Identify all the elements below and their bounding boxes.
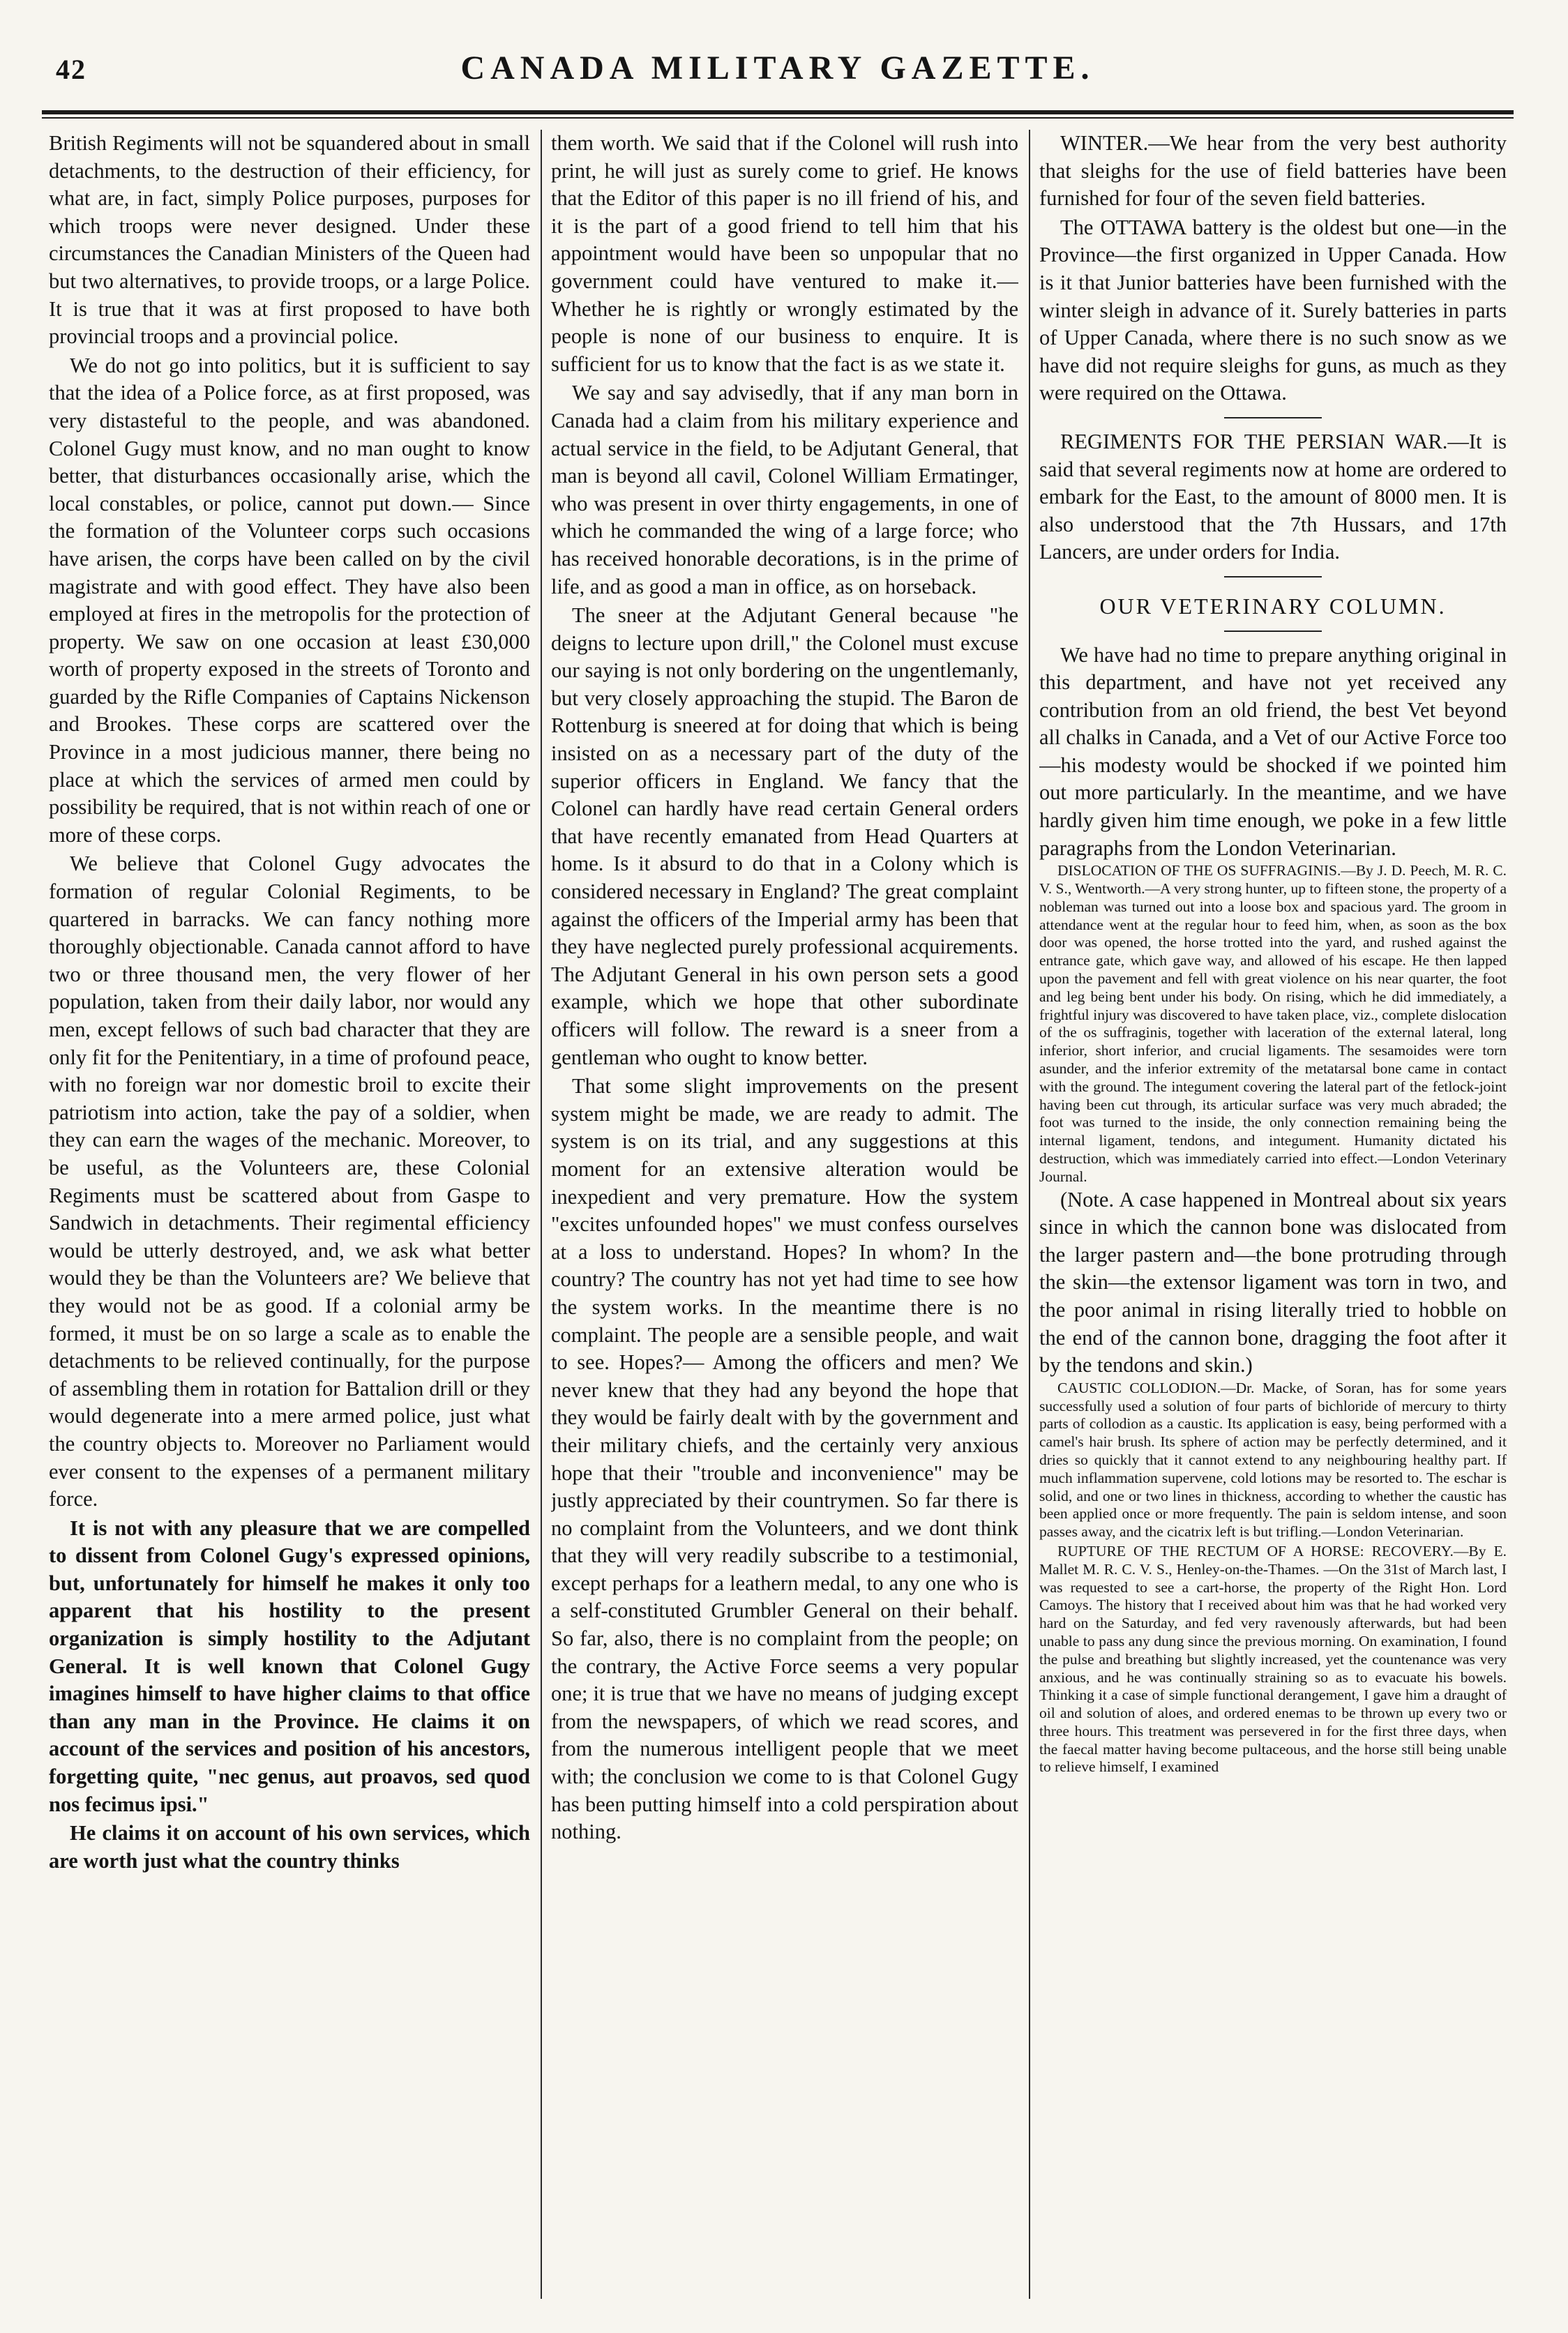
item-divider (1224, 576, 1322, 577)
article-paragraph: We do not go into politics, but it is sufficient to say that the idea of a Police force, as at first proposed, was very distasteful to the people, and was abandoned. Colonel Gugy must know, and no man ought to know better, that disturbances occasionally arise, which the local constables, or police, cannot put down.— Since the formation of the Volunteer corps such occasions have arisen, the corps have been called on by the civil magistrate and with good effect. They have also been employed at fires in the metropolis for the protection of property. We saw on one occasion at least £30,000 worth of property exposed in the streets of Toronto and guarded by the Rifle Companies of Captains Nickenson and Brookes. These corps are scattered over the Province in a most judicious manner, there being no place at which the services of armed men could by possibility be required, that is not within reach of one or more of these corps. (49, 353, 530, 847)
veterinary-intro: We have had no time to prepare anything original in this department, and have not yet received any contribution from an old friend, the best Vet beyond all chalks in Canada, and a Vet of our Active Force too—his modesty would be shocked if we pointed him out more particularly. In the meantime, and we have hardly given him time enough, we poke in a few little paragraphs from the London Veterinarian. (1039, 642, 1507, 860)
article-paragraph: The sneer at the Adjutant General because "he deigns to lecture upon drill," the Colonel must excuse our saying is not only bordering on the ungentlemanly, but very closely approaching the stupid. The Baron de Rottenburg is sneered at for doing that which is being insisted on as a necessary part of the duty of the superior officers in England. We fancy that the Colonel can hardly have read certain General orders that have recently emanated from Head Quarters at home. Is it absurd to do that in a Colony which is considered necessary in England? The great complaint against the officers of the Imperial army has been that they have neglected purely professional acquirements. The Adjutant General in his own person sets a good example, which we hope that other subordinate officers will follow. The reward is a sneer from a gentleman who ought to know better. (551, 603, 1018, 1069)
editor-note: (Note. A case happened in Montreal about six years since in which the cannon bone was dislocated from the larger pastern and—the bone protruding through the skin—the extensor ligament was torn in two, and the poor animal in rising literally tried to hobble on the end of the cannon bone, dragging the foot after it by the tendons and skin.) (1039, 1187, 1507, 1377)
section-heading-veterinary: OUR VETERINARY COLUMN. (1099, 593, 1447, 619)
news-item-winter: WINTER.—We hear from the very best authority that sleighs for the use of field batteries have been furnished for four of the seven field batteries. (1039, 131, 1507, 211)
column-divider (541, 130, 542, 2299)
article-paragraph: We believe that Colonel Gugy advocates the formation of regular Colonial Regiments, to be quartered in barracks. We can fancy nothing more thoroughly objectionable. Canada cannot afford to have two or three thousand men, the very flower of her population, taken from their daily labor, nor would any men, except fellows of such bad character that they are only fit for the Penitentiary, in a time of profound peace, with no foreign war nor domestic broil to excite their patriotism into action, take the pay of a soldier, when they can earn the wages of the mechanic. Moreover, to be useful, as the Volunteers are, these Colonial Regiments must be scattered about from Gaspe to Sandwich in detachments. Their regimental efficiency would be utterly destroyed, and, we ask what better would they be than the Volunteers are? We believe that they would not be as good. If a colonial army be formed, it must be on so large a scale as to enable the detachments to be relieved continually, for the purpose of assembling them in rotation for Battalion drill or they would degenerate into a mere armed police, just what the country objects to. Moreover no Parliament would ever consent to the expenses of a permanent military force. (49, 852, 530, 1511)
column-right (1039, 130, 1507, 2306)
running-title: CANADA MILITARY GAZETTE. (460, 50, 1095, 86)
news-item-regiments: REGIMENTS FOR THE PERSIAN WAR.—It is said that several regiments now at home are ordered to embark for the East, to the amount of 8000 men. It is also understood that the 7th Hussars, and 17th Lancers, are under orders for India. (1039, 429, 1507, 564)
article-paragraph: them worth. We said that if the Colonel will rush into print, he will just as surely come to grief. He knows that the Editor of this paper is no ill friend of his, and it is the part of a good friend to tell him that his appointment would have been so unpopular that no government could have ventured to make it.— Whether he is rightly or wrongly estimated by the people is none of our business to enquire. It is sufficient for us to know that the fact is as we state it. (551, 131, 1018, 376)
article-paragraph: That some slight improvements on the present system might be made, we are ready to admit. The system is on its trial, and any suggestions at this moment for an extensive alteration would be inexpedient and very premature. How the system "excites unfounded hopes" we must confess ourselves at a loss to understand. Hopes? In whom? In the country? The country has not yet had time to see how the system works. In the meantime there is no complaint. The people are a sensible people, and wait to see. Hopes?— Among the officers and men? We never knew that they had any beyond the hope that they would be fairly dealt with by the government and their military chiefs, and the certainly very anxious hope that their "trouble and inconvenience" may be justly appreciated by their countrymen. So far there is no complaint from the Volunteers, and we dont think that they will very readily subscribe to a testimonial, except perhaps for a leathern medal, to any one who is a self-constituted Grumbler General on their behalf. So far, also, there is no complaint from the people; on the contrary, the Active Force seems a very popular one; it is true that we have no means of judging except from the newspapers, of which we read scores, and from the numerous intelligent people that we meet with; the conclusion we come to is that Colonel Gugy has been putting himself into a cold perspiration about nothing. (551, 1074, 1018, 1844)
news-item-ottawa: The OTTAWA battery is the oldest but one—in the Province—the first organized in Upper Canada. How is it that Junior batteries have been furnished with the winter sleigh in advance of it. Surely batteries in parts of Upper Canada, where there is no such snow as we have did not require sleighs for guns, as much as they were required on the Ottawa. (1039, 215, 1507, 405)
header-rule-thin (42, 117, 1514, 119)
column-middle (551, 130, 1018, 2306)
column-left (49, 130, 530, 2306)
small-print-block (1039, 1380, 1507, 1777)
small-print-block (1039, 862, 1507, 1186)
item-rupture-of-rectum: RUPTURE OF THE RECTUM OF A HORSE: RECOVERY.—By E. Mallet M. R. C. V. S., Henley-on-the-Thames. —On the 31st of March last, I was requested to see a cart-horse, the property of the Right Hon. Lord Camoys. The history that I received about him was that he had worked very hard on the Saturday, and fed very ravenously afterwards, but had been unable to pass any dung since the previous morning. On examination, I found the pulse and breathing but slightly increased, yet the countenance was very anxious, and he was continually straining so as to evacuate his bowels. Thinking it a case of simple functional derangement, I gave him a draught of oil and solution of aloes, and ordered enemas to be thrown up every two or three hours. This treatment was persevered in for the first three days, when the faecal matter having become pultaceous, and the horse still being unable to relieve himself, I examined (1039, 1542, 1507, 1776)
column-divider (1029, 130, 1030, 2299)
header-rule-thick (42, 110, 1514, 114)
article-paragraph: It is not with any pleasure that we are compelled to dissent from Colonel Gugy's expressed opinions, but, unfortunately for himself he makes it only too apparent that his hostility to the present organization is simply hostility to the Adjutant General. It is well known that Colonel Gugy imagines himself to have higher claims to that office than any man in the Province. He claims it on account of the services and position of his ancestors, forgetting quite, "nec genus, aut proavos, sed quod nos fecimus ipsi." (49, 1516, 530, 1816)
masthead (42, 49, 1514, 112)
item-divider (1224, 417, 1322, 418)
item-caustic-collodion: CAUSTIC COLLODION.—Dr. Macke, of Soran, has for some years successfully used a solution of four parts of bichloride of mercury to thirty parts of collodion as a caustic. Its application is easy, being performed with a camel's hair brush. Its sphere of action may be perfectly determined, and it dries so quickly that it cannot extend to any neighbouring healthy part. If much inflammation supervene, cold lotions may be resorted to. The eschar is solid, and one or two lines in thickness, according to whether the caustic has been applied once or more frequently. The pain is seldom intense, and soon passes away, and the cicatrix left is but trifling.—London Veterinarian. (1039, 1379, 1507, 1541)
item-dislocation: DISLOCATION OF THE OS SUFFRAGINIS.—By J. D. Peech, M. R. C. V. S., Wentworth.—A very strong hunter, up to fifteen stone, the property of a nobleman was turned out into a loose box and spacious yard. The groom in attendance went at the regular hour to feed him, when, as soon as the box door was opened, the horse trotted into the yard, and rushed against the entrance gate, which gave way, and allowed of his escape. He then lapped upon the pavement and fell with great violence on his near quarter, the foot and leg being bent under his body. On rising, which he did immediately, a frightful injury was discovered to have taken place, viz., complete dislocation of the os suffraginis, together with laceration of the external lateral, long inferior, short inferior, and crucial ligaments. The sesamoides were torn asunder, and the inferior extremity of the metatarsal bone came in contact with the ground. The integument covering the lateral part of the fetlock-joint having been cut through, its articular surface was very much abraded; the foot was turned to the inside, the only connection remaining being the internal ligament, tendons, and integument. Humanity dictated his destruction, which was immediately carried into effect.—London Veterinary Journal. (1039, 862, 1507, 1185)
article-paragraph: We say and say advisedly, that if any man born in Canada had a claim from his military experience and actual service in the field, to be Adjutant General, that man is beyond all cavil, Colonel William Ermatinger, who was present in over thirty engagements, in one of which he commanded the wing of a large force; who has received honorable decorations, is in the prime of life, and as good a man in office, as on horseback. (551, 381, 1018, 598)
heading-rule (1224, 631, 1322, 632)
article-paragraph: British Regiments will not be squandered about in small detachments, to the destruction of their efficiency, for what are, in fact, simply Police purposes, purposes for which troops were never designed. Under these circumstances the Canadian Ministers of the Queen had but two alternatives, to provide troops, or a large Police. It is true that it was at first proposed to have both provincial troops and a provincial police. (49, 131, 530, 349)
article-paragraph: He claims it on account of his own services, which are worth just what the country thinks (49, 1821, 530, 1873)
page-number: 42 (56, 54, 86, 85)
